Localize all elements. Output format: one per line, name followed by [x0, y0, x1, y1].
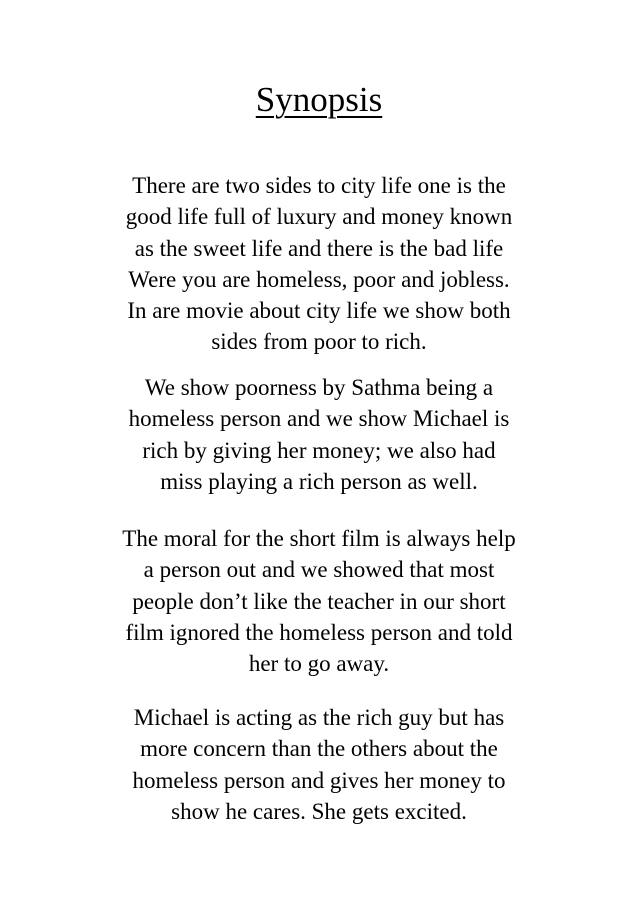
paragraph-line: show he cares. She gets excited.	[171, 798, 467, 824]
paragraph-line: good life full of luxury and money known	[125, 204, 513, 230]
paragraph-line: miss playing a rich person as well.	[160, 468, 478, 494]
paragraph-line: Michael is acting as the rich guy but has	[133, 705, 505, 730]
page-title: Synopsis	[255, 80, 383, 119]
paragraph-line: Were you are homeless, poor and jobless.	[128, 266, 510, 292]
paragraph-line: as the sweet life and there is the bad life	[134, 235, 504, 261]
paragraph-line: There are two sides to city life one is the	[132, 173, 506, 198]
paragraph-line: film ignored the homeless person and told	[125, 619, 513, 645]
synopsis-paragraph-3	[90, 523, 548, 679]
synopsis-paragraph-2	[90, 372, 548, 497]
paragraph-line: her to go away.	[248, 651, 390, 677]
paragraph-line: homeless person and gives her money to	[132, 767, 506, 793]
paragraph-line: more concern than the others about the	[140, 736, 498, 762]
paragraph-line: The moral for the short film is always help	[122, 526, 516, 551]
paragraph-line: sides from poor to rich.	[211, 329, 427, 355]
paragraph-line: We show poorness by Sathma being a	[144, 375, 494, 400]
synopsis-paragraph-4	[90, 702, 548, 827]
paragraph-line: In are movie about city life we show both	[127, 298, 511, 324]
synopsis-paragraph-1	[90, 170, 548, 358]
paragraph-line: rich by giving her money; we also had	[142, 437, 496, 463]
paragraph-line: a person out and we showed that most	[143, 557, 495, 583]
paragraph-line: people don’t like the teacher in our short	[132, 588, 506, 614]
paragraph-line: homeless person and we show Michael is	[128, 406, 510, 432]
